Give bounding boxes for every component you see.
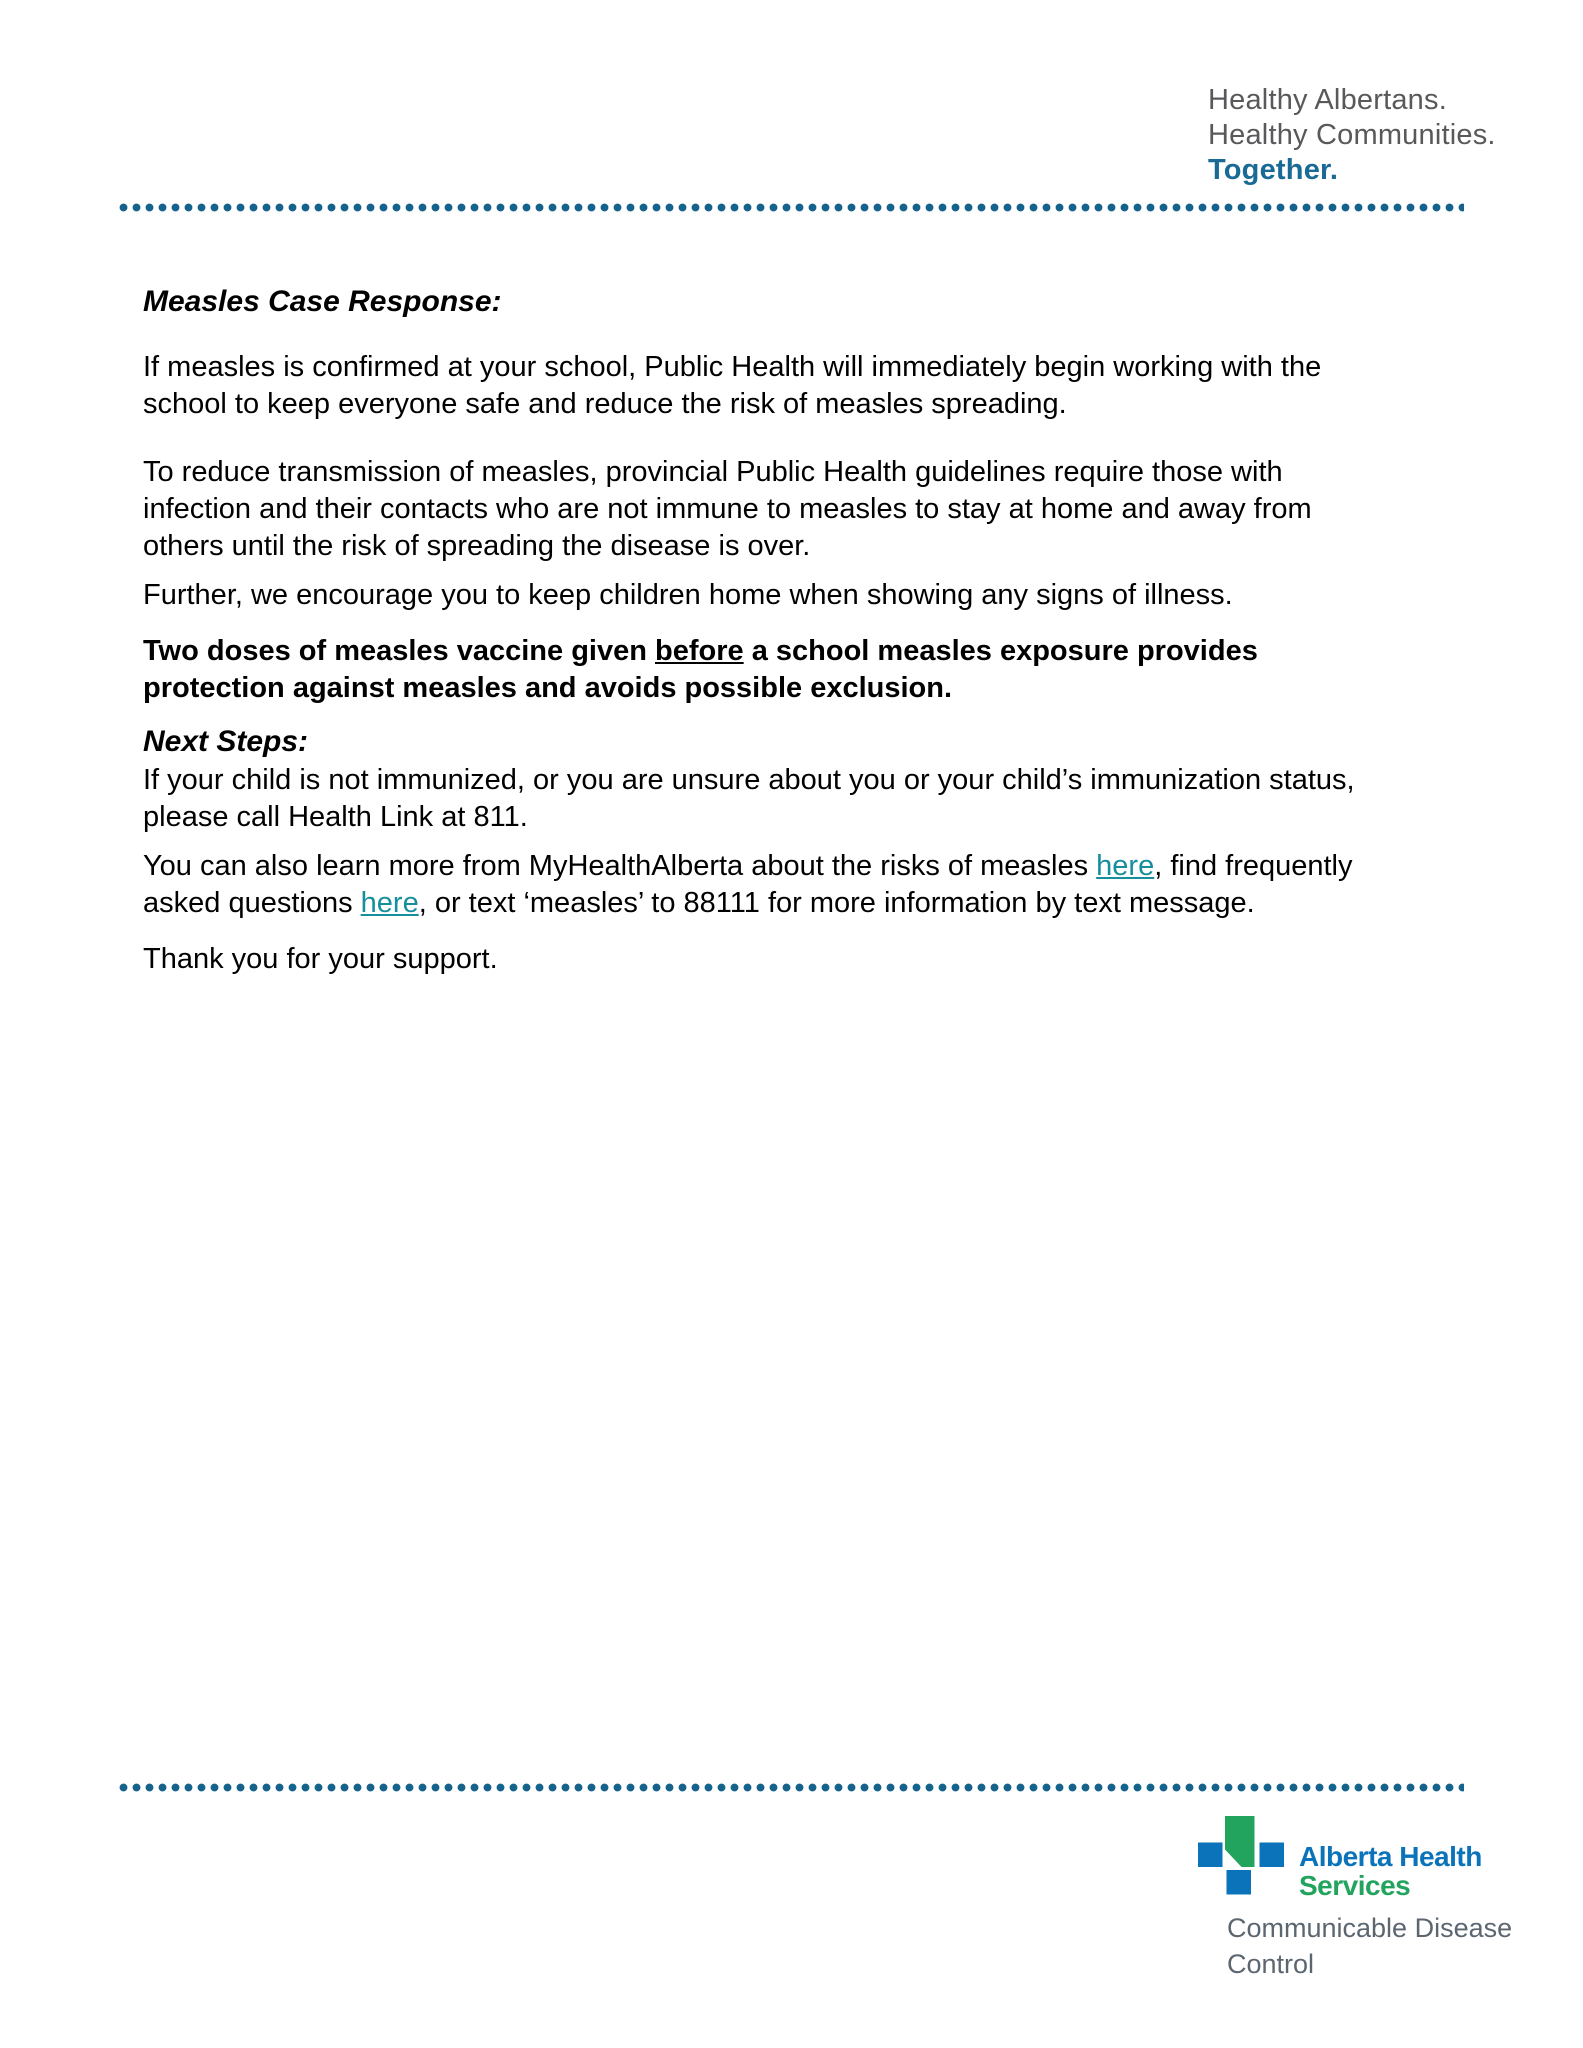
section-title-next-steps: Next Steps: bbox=[143, 725, 309, 758]
learn-more-text-3: , or text ‘measles’ to 88111 for more information by text message. bbox=[418, 887, 1255, 919]
org-unit-line-1: Communicable Disease bbox=[1227, 1913, 1513, 1943]
paragraph-two-doses bbox=[143, 633, 1395, 707]
paragraph-not-immunized: If your child is not immunized, or you are unsure about you or your child’s immunization status, please call Health Link at 811. bbox=[143, 764, 1355, 833]
alberta-health-services-cross-icon bbox=[1198, 1816, 1284, 1896]
measles-risks-link[interactable]: here bbox=[1096, 850, 1155, 882]
org-unit-label bbox=[1227, 1910, 1538, 1982]
logo-name-line-2: Services bbox=[1299, 1870, 1411, 1901]
letter-body bbox=[143, 283, 1395, 1009]
org-unit-line-2: Control bbox=[1227, 1949, 1315, 1979]
section-title-measles-case-response: Measles Case Response: bbox=[143, 285, 502, 318]
tagline-line-3: Together. bbox=[1208, 154, 1339, 186]
ahs-logo-row bbox=[1198, 1816, 1538, 1900]
brand-tagline bbox=[1208, 83, 1496, 188]
two-doses-text-end: a school measles exposure provides protection against measles and avoids possible exclusion. bbox=[143, 635, 1258, 704]
footer-logo-block bbox=[1198, 1816, 1538, 1982]
paragraph-thank-you: Thank you for your support. bbox=[143, 943, 498, 975]
paragraph-learn-more bbox=[143, 848, 1395, 922]
faq-link[interactable]: here bbox=[360, 887, 419, 919]
two-doses-text-start: Two doses of measles vaccine given bbox=[143, 635, 656, 667]
dotted-separator-top bbox=[119, 203, 1464, 212]
paragraph-confirmed-case: If measles is confirmed at your school, Public Health will immediately begin working with the school to keep everyone safe and reduce the risk of measles spreading. bbox=[143, 351, 1322, 420]
ahs-logo-wordmark bbox=[1299, 1842, 1482, 1900]
tagline-line-1: Healthy Albertans. bbox=[1208, 84, 1447, 116]
learn-more-text-2: , find frequently asked questions bbox=[143, 850, 1353, 919]
dotted-separator-bottom bbox=[119, 1783, 1464, 1792]
learn-more-text-1: You can also learn more from MyHealthAlberta about the risks of measles bbox=[143, 850, 1097, 882]
logo-name-line-1: Alberta Health bbox=[1299, 1841, 1482, 1872]
before-underlined: before bbox=[655, 635, 744, 667]
tagline-line-2: Healthy Communities. bbox=[1208, 119, 1496, 151]
paragraph-keep-children-home: Further, we encourage you to keep children home when showing any signs of illness. bbox=[143, 579, 1233, 611]
paragraph-reduce-transmission: To reduce transmission of measles, provincial Public Health guidelines require those with infection and their contacts who are not immune to measles to stay at home and away from others until the risk of spreading the disease is over. bbox=[143, 456, 1312, 562]
